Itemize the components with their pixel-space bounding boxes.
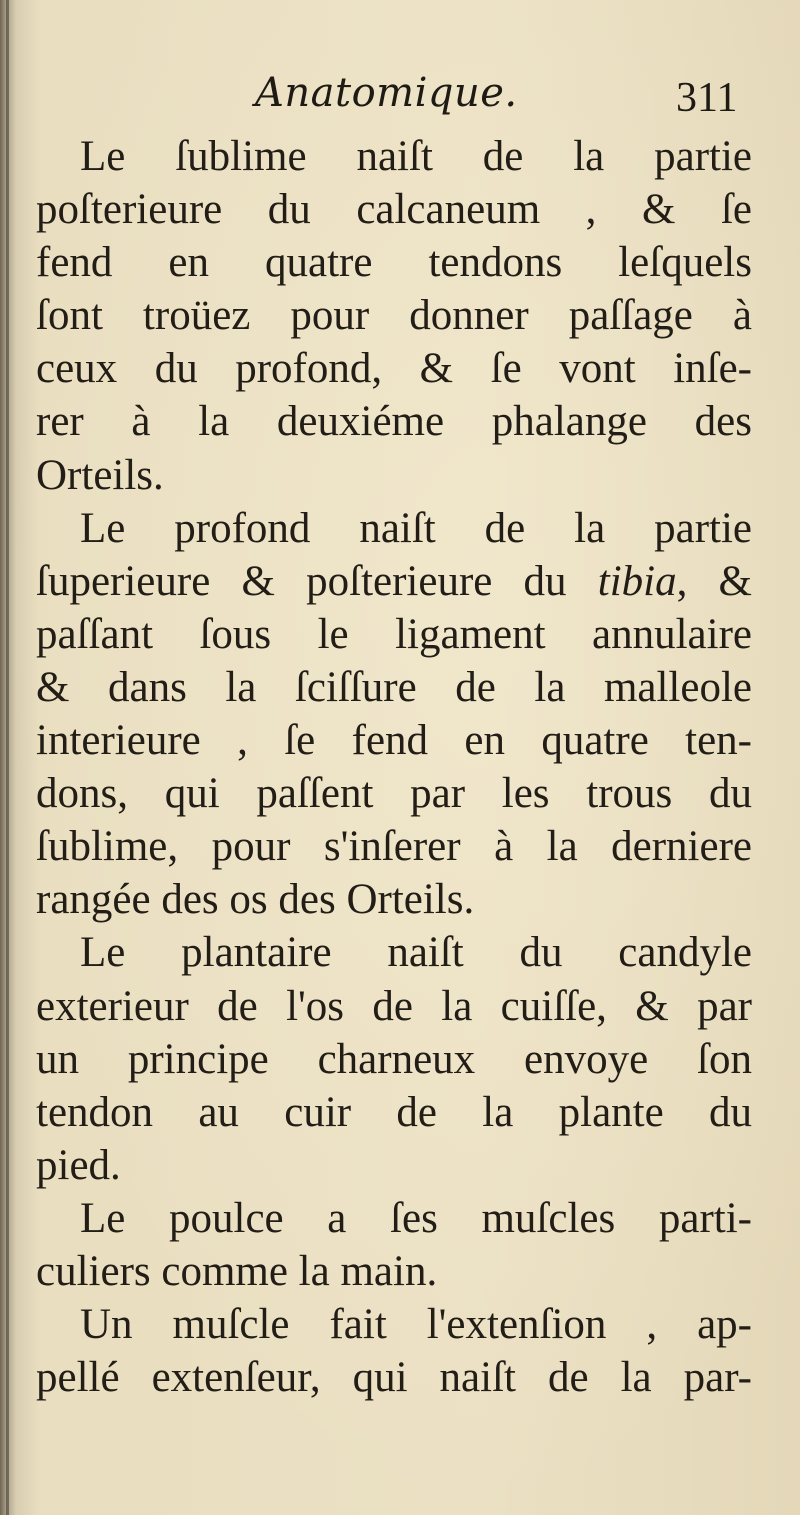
text-line: Le profond naiſt de la partie <box>80 504 752 552</box>
text-line: dons, qui paſſent par les trous du <box>36 770 752 818</box>
text-line: Orteils. <box>36 451 164 499</box>
text-line: fend en quatre tendons leſquels <box>36 239 752 287</box>
italic-word: tibia <box>597 557 677 605</box>
text-line: ſont troüez pour donner paſſage à <box>36 292 752 340</box>
text-line: paſſant ſous le ligament annulaire <box>36 610 752 658</box>
text-line: pellé extenſeur, qui naiſt de la par- <box>36 1354 752 1402</box>
text-line: ceux du profond, & ſe vont inſe- <box>36 345 752 393</box>
text-line-with-italic <box>36 555 752 608</box>
text-line: pied. <box>36 1141 121 1189</box>
text-line: poſterieure du calcaneum , & ſe <box>36 186 752 234</box>
text-line: rer à la deuxiéme phalange des <box>36 398 752 446</box>
running-head <box>0 70 800 126</box>
text-line: un principe charneux envoye ſon <box>36 1035 752 1083</box>
text-fragment: ſuperieure & poſterieure du <box>36 557 598 605</box>
text-line: Le poulce a ſes muſcles parti- <box>80 1194 752 1242</box>
body-text <box>36 130 752 1404</box>
text-line: exterieur de l'os de la cuiſſe, & par <box>36 982 752 1030</box>
text-line: Le plantaire naiſt du candyle <box>80 929 752 977</box>
binding-gutter <box>6 0 9 1515</box>
text-line: & dans la ſciſſure de la malleole <box>36 663 752 711</box>
text-line: tendon au cuir de la plante du <box>36 1088 752 1136</box>
running-head-title: Anatomique. <box>255 70 518 116</box>
text-line: culiers comme la main. <box>36 1247 438 1295</box>
text-line: interieure , ſe fend en quatre ten- <box>36 717 752 765</box>
text-line: ſublime, pour s'inſerer à la derniere <box>36 823 752 871</box>
text-line: rangée des os des Orteils. <box>36 876 475 924</box>
page-number: 311 <box>676 75 738 121</box>
text-line: Un muſcle fait l'extenſion , ap- <box>80 1301 752 1349</box>
text-fragment: , & <box>676 557 752 605</box>
text-line: Le ſublime naiſt de la partie <box>80 133 752 180</box>
